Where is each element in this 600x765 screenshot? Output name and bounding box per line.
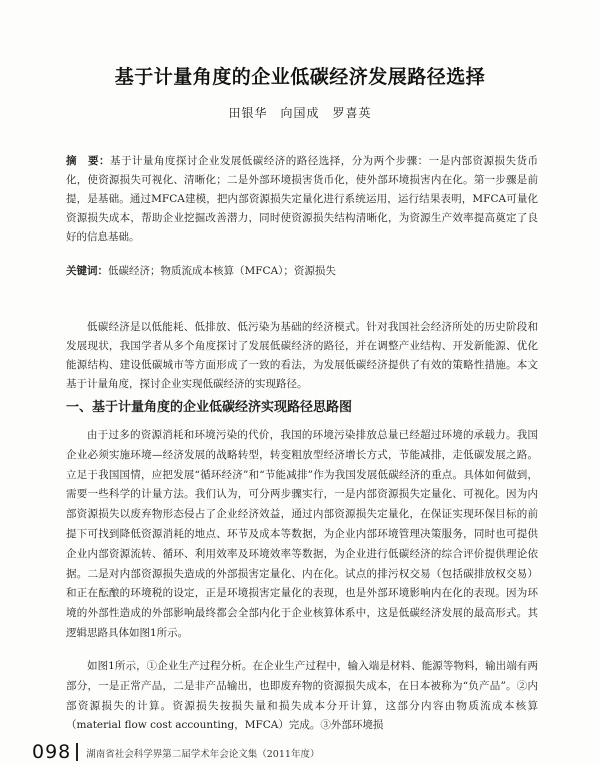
paper-title: 基于计量角度的企业低碳经济发展路径选择 — [114, 66, 486, 88]
keywords-label: 关键词： — [66, 265, 108, 277]
body-paragraph-2: 如图1所示，①企业生产过程分析。在企业生产过程中，输入端是材料、能源等物料，输出端有两部分，一是正常产品，二是非产品输出，也即废弃物的资源损失成本，在日本被称为“负产品”。②内部资源损失的计算。资源损失按损失量和损失成本分开计算，这部分内容由物质流成本核算（material flow cost accounting，MFCA）完成。③外部环境损 — [66, 660, 538, 732]
keywords-text: 低碳经济；物质流成本核算（MFCA）；资源损失 — [108, 265, 336, 277]
page-footer — [32, 742, 319, 762]
intro-paragraph: 低碳经济是以低能耗、低排放、低污染为基础的经济模式。针对我国社会经济所处的历史阶段和发展现状，我国学者从多个角度探讨了发展低碳经济的路径，并在调整产业结构、开发新能源、优化能源结构、建设低碳城市等方面形成了一致的看法，为发展低碳经济提供了有效的策略性措施。本文基于计量角度，探讨企业实现低碳经济的实现路径。 — [66, 321, 538, 390]
footer-divider — [76, 743, 78, 761]
body-paragraph-1: 由于过多的资源消耗和环境污染的代价，我国的环境污染排放总量已经超过环境的承载力。我国企业必须实施环境—经济发展的战略转型，转变粗放型经济增长方式，节能减排，走低碳发展之路。立足于我国国情，应把发展“循环经济”和“节能减排”作为我国发展低碳经济的重点。具体如何做到，需要一些科学的计量方法。我们认为，可分两步骤实行，一是内部资源损失定量化、可视化。因为内部资源损失以废弃物形态侵占了企业经济效益，通过内部资源损失定量化，在保证实现环保目标的前提下可找到降低资源消耗的地点、环节及成本等数据，为企业内部环境管理决策服务，同时也可提供企业内部资源流转、循环、利用效率及环境效率等数据，为企业进行低碳经济的综合评价提供理论依据。二是对内部资源损失造成的外部损害定量化、内在化。试点的排污权交易（包括碳排放权交易）和正在酝酿的环境税的设定，正是环境损害定量化的表现，也是外部环境影响内在化的表现。因为环境的外部性造成的外部影响最终都会全部内化于企业核算体系中，这是低碳经济发展的最高形式。其逻辑思路具体如图1所示。 — [66, 429, 538, 639]
abstract-text: 基于计量角度探讨企业发展低碳经济的路径选择，分为两个步骤：一是内部资源损失货币化，使资源损失可视化、清晰化；二是外部环境损害货币化，使外部环境损害内在化。第一步骤是前提，是基础。通过MFCA建模，把内部资源损失定量化进行系统运用，运行结果表明，MFCA可量化资源损失成本，帮助企业挖掘改善潜力，同时使资源损失结构清晰化，为资源生产效率提高奠定了良好的信息基础。 — [66, 155, 538, 243]
abstract — [66, 152, 538, 247]
authors: 田银华 向国成 罗喜英 — [228, 106, 372, 120]
abstract-label: 摘 要： — [66, 155, 110, 167]
page-number: 098 — [32, 741, 72, 763]
section-heading: 一、基于计量角度的企业低碳经济实现路径思路图 — [66, 400, 353, 415]
journal-name: 湖南省社会科学界第二届学术年会论文集（2011年度） — [86, 749, 320, 760]
keywords — [66, 262, 538, 280]
